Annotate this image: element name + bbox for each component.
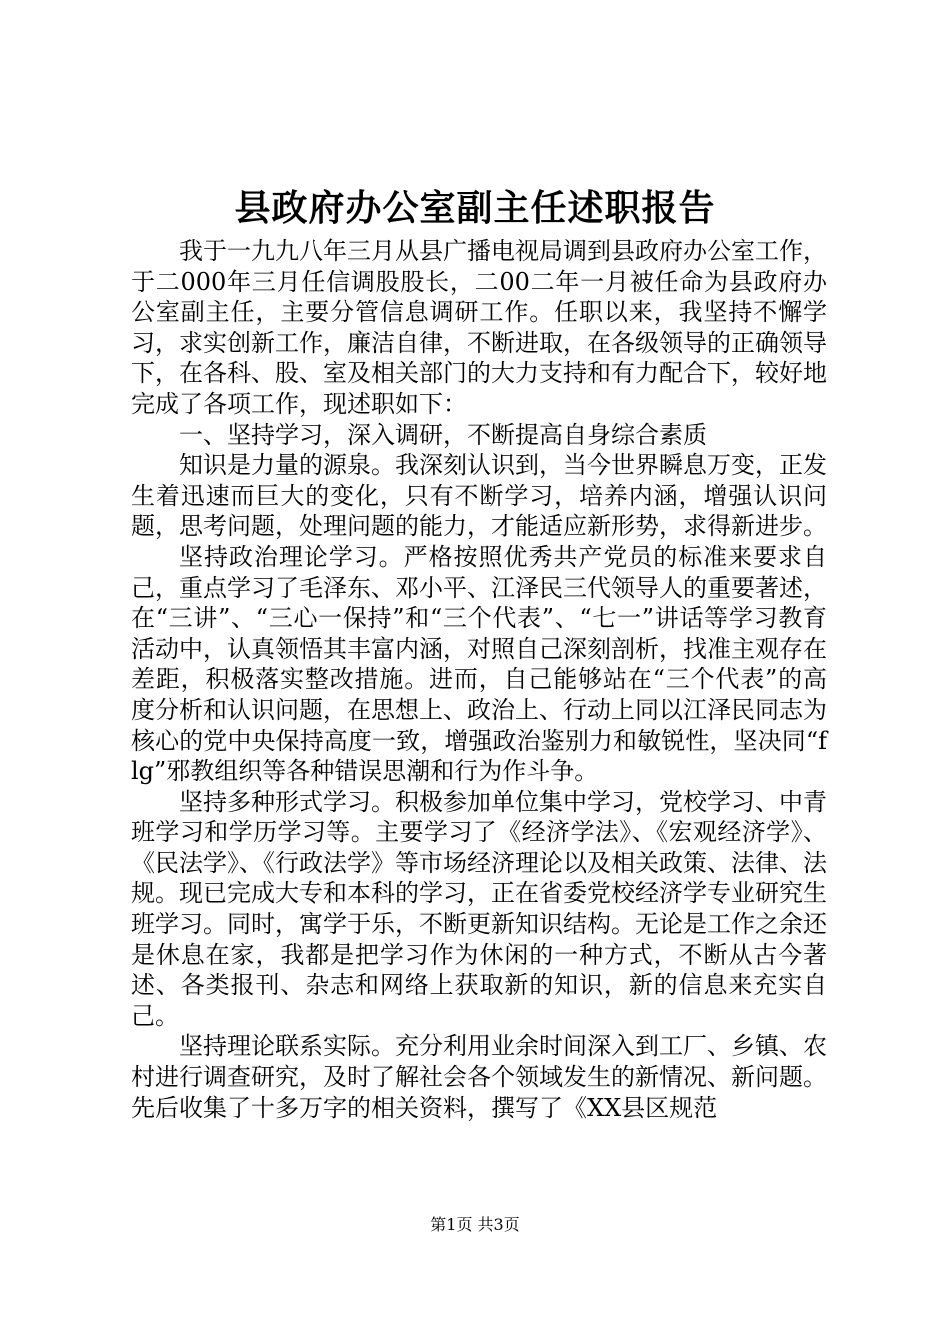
section-heading-1: 一、坚持学习，深入调研，不断提高自身综合素质 [179,420,707,449]
document-body [131,236,827,1123]
paragraph-study-forms: 坚持多种形式学习。积极参加单位集中学习，党校学习、中青班学习和学历学习等。主要学习了《经济学法》、《宏观经济学》、《民法学》、《行政法学》等市场经济理论以及相关政策、法律、法规。现已完成大专和本科的学习，正在省委党校经济学专业研究生班学习。同时，寓学于乐，不断更新知识结构。无论是工作之余还是休息在家，我都是把学习作为休闲的一种方式，不断从古今著述、各类报刊、杂志和网络上获取新的知识，新的信息来充实自己。 [131,787,827,1030]
paragraph-political-study: 坚持政治理论学习。严格按照优秀共产党员的标准来要求自己，重点学习了毛泽东、邓小平、江泽民三代领导人的重要著述，在“三讲”、“三心一保持”和“三个代表”、“七一”讲话等学习教育活动中，认真领悟其丰富内涵，对照自己深刻剖析，找准主观存在差距，积极落实整改措施。进而，自己能够站在“三个代表”的高度分析和认识问题，在思想上、政治上、行动上同以江泽民同志为核心的党中央保持高度一致，增强政治鉴别力和敏锐性，坚决同“flg”邪教组织等各种错误思潮和行为作斗争。 [131,542,827,786]
page-footer: 第1页 共3页 [430,1215,520,1234]
paragraph-theory-practice: 坚持理论联系实际。充分利用业余时间深入到工厂、乡镇、农村进行调查研究，及时了解社会各个领域发生的新情况、新问题。先后收集了十多万字的相关资料，撰写了《XX县区规范 [131,1032,827,1122]
paragraph-knowledge: 知识是力量的源泉。我深刻认识到，当今世界瞬息万变，正发生着迅速而巨大的变化，只有不断学习，培养内涵，增强认识问题，思考问题，处理问题的能力，才能适应新形势，求得新进步。 [131,451,827,541]
document-title: 县政府办公室副主任述职报告 [234,187,716,229]
paragraph-intro: 我于一九九八年三月从县广播电视局调到县政府办公室工作，于二000年三月任信调股股长，二00二年一月被任命为县政府办公室副主任，主要分管信息调研工作。任职以来，我坚持不懈学习，求实创新工作，廉洁自律，不断进取，在各级领导的正确领导下，在各科、股、室及相关部门的大力支持和有力配合下，较好地完成了各项工作，现述职如下： [131,237,827,418]
